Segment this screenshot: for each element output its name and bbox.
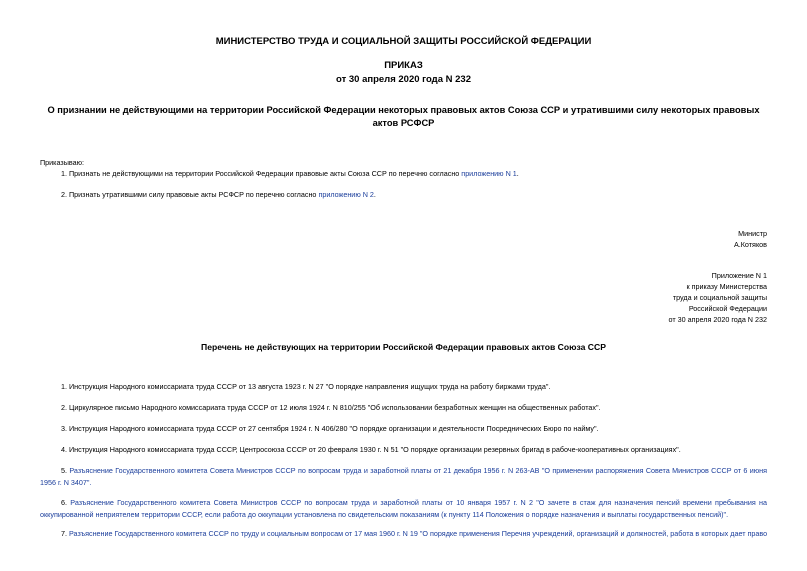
doc-type-heading: ПРИКАЗ — [384, 60, 423, 71]
appendix-line-4: Российской Федерации — [688, 304, 767, 313]
list-item-text: Инструкция Народного комиссариата труда СССР, Центросоюза СССР от 20 февраля 1930 г. N 51 "О порядке организации резервных бригад в рабоче-кооперативных организациях". — [69, 445, 681, 454]
list-item-number: 2. — [61, 403, 67, 412]
paragraph-1 — [61, 169, 519, 178]
paragraph-1-text: 1. Признать не действующими на территории Российской Федерации правовые акты Союза ССР по перечню согласно — [61, 169, 462, 178]
list-item-number: 1. — [61, 382, 67, 391]
paragraph-2 — [61, 190, 376, 199]
list-item — [40, 528, 767, 540]
paragraph-2-end: . — [373, 190, 376, 199]
signature-position: Министр — [738, 229, 767, 238]
list-item-text: Инструкция Народного комиссариата труда СССР от 27 сентября 1924 г. N 406/280 "О порядке организации и деятельности Посреднических Бюро по найму". — [69, 424, 599, 433]
list-item-link[interactable]: Разъяснение Государственного комитета СССР по труду и социальным вопросам от 17 мая 1960 г. N 19 "О порядке применения Перечня учреждений, организаций и должностей, работа в которых дает право — [69, 529, 768, 538]
appendix-2-link[interactable]: приложению N 2 — [318, 190, 374, 199]
appendix-line-2: к приказу Министерства — [686, 282, 767, 291]
list-item-number: 7. — [61, 529, 67, 538]
list-item-link[interactable]: Разъяснение Государственного комитета Совета Министров СССР по вопросам труда и заработной платы от 21 декабря 1956 г. N 263-АВ "О применении распоряжения Совета Министров СССР от 6 июня 1956 г. N 3407". — [40, 466, 768, 487]
list-item — [40, 381, 767, 393]
list-item-text: Циркулярное письмо Народного комиссариата труда СССР от 12 июля 1924 г. N 810/255 "Об использовании безработных женщин на общественных работах". — [69, 403, 601, 412]
signature-block — [734, 228, 767, 250]
ministry-heading: МИНИСТЕРСТВО ТРУДА И СОЦИАЛЬНОЙ ЗАЩИТЫ РОССИЙСКОЙ ФЕДЕРАЦИИ — [215, 36, 592, 47]
appendix-line-1: Приложение N 1 — [711, 271, 767, 280]
list-title: Перечень не действующих на территории Российской Федерации правовых актов Союза ССР — [201, 342, 606, 352]
list-item — [40, 465, 767, 488]
list-item — [40, 423, 767, 435]
list-item — [40, 497, 767, 520]
appendix-line-5: от 30 апреля 2020 года N 232 — [668, 315, 767, 324]
appendix-header — [668, 270, 767, 325]
list-item-number: 5. — [61, 466, 67, 475]
list-item-text: Инструкция Народного комиссариата труда СССР от 13 августа 1923 г. N 27 "О порядке направления ищущих труда на работу биржами труда". — [69, 382, 551, 391]
appendix-1-link[interactable]: приложению N 1 — [461, 169, 517, 178]
list-item — [40, 444, 767, 456]
list-item — [40, 402, 767, 414]
list-item-link[interactable]: Разъяснение Государственного комитета Совета Министров СССР по вопросам труда и заработной платы от 10 января 1957 г. N 2 "О зачете в стаж для назначения пенсий времени пребывания на оккупированной неприятелем территории СССР, если работа до оккупации установлена по свидетельским показаниям (к пункту 114 Положения о порядке назначения и выплаты государственных пенсий)". — [40, 498, 767, 519]
signature-name: А.Котяков — [733, 240, 767, 249]
list-item-number: 3. — [61, 424, 67, 433]
paragraph-1-end: . — [516, 169, 519, 178]
doc-date-heading: от 30 апреля 2020 года N 232 — [336, 74, 471, 85]
paragraph-2-text: 2. Признать утратившими силу правовые акты РСФСР по перечню согласно — [61, 190, 319, 199]
doc-title: О признании не действующими на территории Российской Федерации некоторых правовых актов Союза ССР и утратившими силу некоторых правовых актов РСФСР — [47, 105, 760, 128]
intro-text: Приказываю: — [40, 158, 84, 167]
appendix-line-3: труда и социальной защиты — [672, 293, 767, 302]
list-item-number: 4. — [61, 445, 67, 454]
list-item-number: 6. — [61, 498, 67, 507]
